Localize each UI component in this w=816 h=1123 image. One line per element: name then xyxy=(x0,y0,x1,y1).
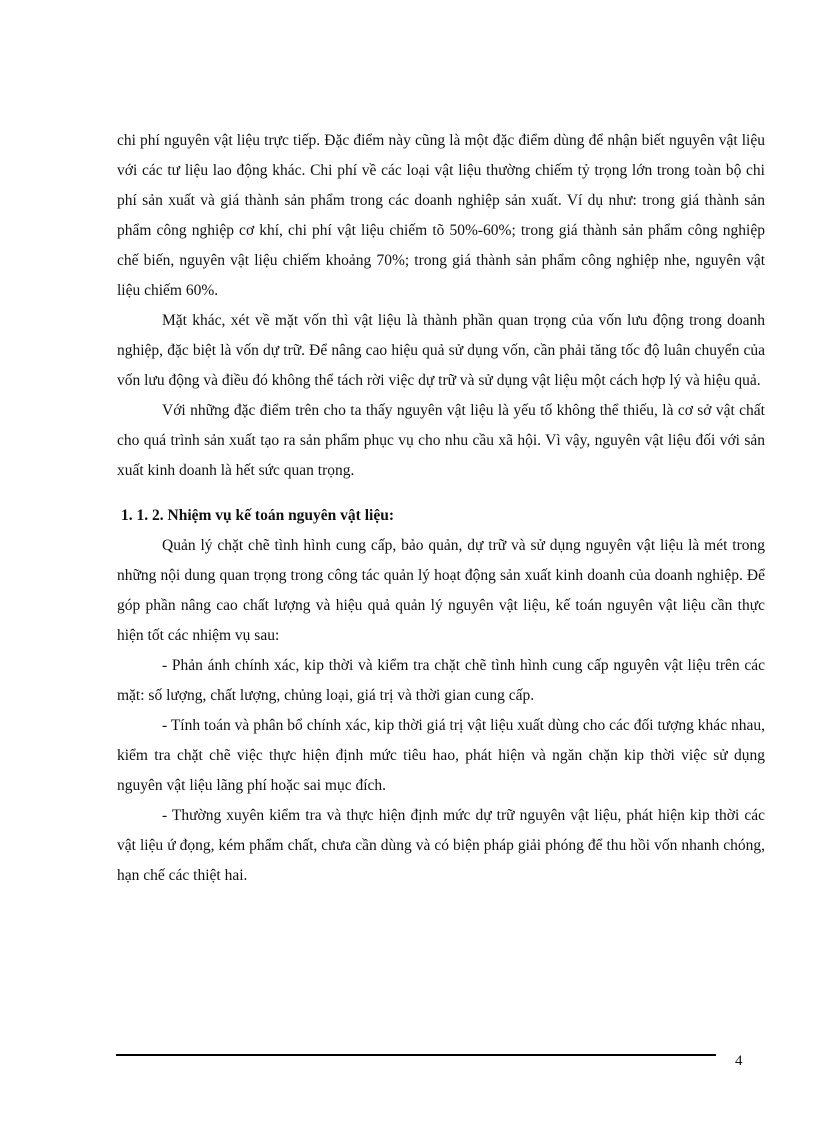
task-item: - Thường xuyên kiểm tra và thực hiện định mức dự trữ nguyên vật liệu, phát hiện kip thời các vật liệu ứ đọng, kém phẩm chất, chưa cần dùng và có biện pháp giải phóng để thu hồi vốn nhanh chóng, hạn chế các thiệt hai. xyxy=(117,807,765,884)
section-heading: 1. 1. 2. Nhiệm vụ kế toán nguyên vật liệu: xyxy=(121,507,394,524)
section-intro: Quản lý chặt chẽ tình hình cung cấp, bảo quản, dự trữ và sử dụng nguyên vật liệu là mét trong những nội dung quan trọng trong công tác quản lý hoạt động sản xuất kinh doanh của doanh nghiệp. Để góp phần nâng cao chất lượng và hiệu quả quản lý nguyên vật liệu, kế toán nguyên vật liệu cần thực hiện tốt các nhiệm vụ sau: xyxy=(117,537,765,644)
task-item: - Tính toán và phân bổ chính xác, kip thời giá trị vật liệu xuất dùng cho các đối tượng khác nhau, kiểm tra chặt chẽ việc thực hiện định mức tiêu hao, phát hiện và ngăn chặn kip thời việc sử dụng nguyên vật liệu lãng phí hoặc sai mục đích. xyxy=(117,717,765,794)
paragraph-conclusion: Với những đặc điểm trên cho ta thấy nguyên vật liệu là yếu tố không thể thiếu, là cơ sở vật chất cho quá trình sản xuất tạo ra sản phẩm phục vụ cho nhu cầu xã hội. Vì vậy, nguyên vật liệu đối với sản xuất kinh doanh là hết sức quan trọng. xyxy=(117,402,765,479)
footer-rule xyxy=(116,1054,716,1056)
document-body xyxy=(117,126,765,891)
page-number: 4 xyxy=(735,1053,743,1069)
task-item: - Phản ánh chính xác, kip thời và kiểm tra chặt chẽ tình hình cung cấp nguyên vật liệu trên các mặt: số lượng, chất lượng, chủng loại, giá trị và thời gian cung cấp. xyxy=(117,657,765,704)
paragraph-continued: chi phí nguyên vật liệu trực tiếp. Đặc điểm này cũng là một đặc điểm dùng để nhận biết nguyên vật liệu với các tư liệu lao động khác. Chi phí về các loại vật liệu thường chiếm tỷ trọng lớn trong toàn bộ chi phí sản xuất và giá thành sản phẩm trong các doanh nghiệp sản xuất. Ví dụ như: trong giá thành sản phẩm công nghiệp cơ khí, chi phí vật liệu chiếm tõ 50%-60%; trong giá thành sản phẩm công nghiệp chế biến, nguyên vật liệu chiếm khoảng 70%; trong giá thành sản phẩm công nghiệp nhe, nguyên vật liệu chiếm 60%. xyxy=(117,132,765,299)
paragraph-capital: Mặt khác, xét về mặt vốn thì vật liệu là thành phần quan trọng của vốn lưu động trong doanh nghiệp, đặc biệt là vốn dự trữ. Để nâng cao hiệu quả sử dụng vốn, cần phải tăng tốc độ luân chuyển của vốn lưu động và điều đó không thể tách rời việc dự trữ và sử dụng vật liệu một cách hợp lý và hiệu quả. xyxy=(117,312,765,389)
